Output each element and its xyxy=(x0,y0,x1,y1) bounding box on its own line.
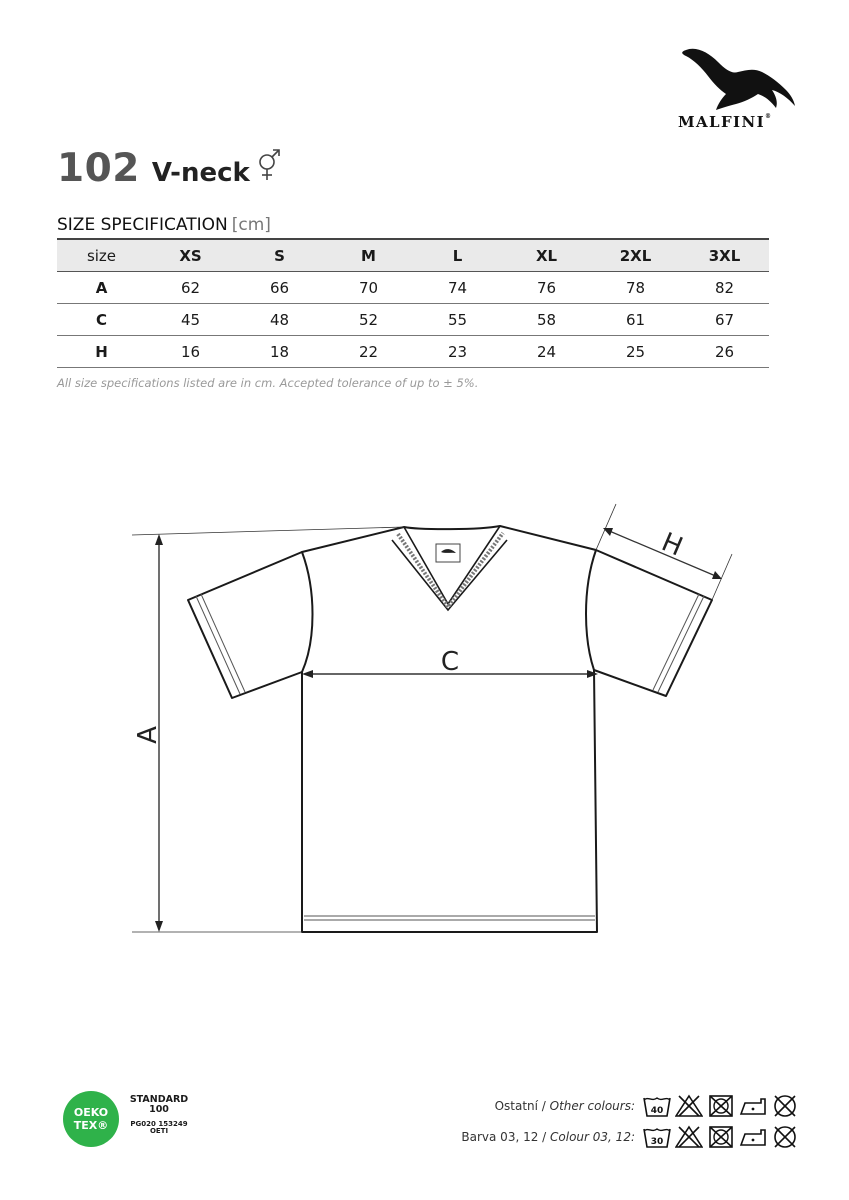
row-label: H xyxy=(57,336,146,368)
unisex-icon xyxy=(256,148,282,182)
table-cell: 62 xyxy=(146,272,235,304)
iron-icon xyxy=(739,1125,767,1149)
table-cell: 23 xyxy=(413,336,502,368)
tshirt-diagram xyxy=(0,480,849,960)
care-icons xyxy=(643,1125,799,1149)
oeko-tex-line1: OEKO xyxy=(73,1106,109,1119)
care-label: Ostatní / Other colours: xyxy=(494,1099,635,1113)
size-table xyxy=(57,238,769,368)
table-row xyxy=(57,304,769,336)
oeko-tex-logo xyxy=(62,1090,120,1148)
product-code: 102 xyxy=(57,146,140,191)
table-row xyxy=(57,336,769,368)
eagle-logo-icon xyxy=(678,40,796,112)
brand-name: MALFINI® xyxy=(678,113,773,131)
table-header-row xyxy=(57,239,769,272)
care-row-other-colours xyxy=(495,1094,799,1118)
page-title xyxy=(57,146,282,191)
oeko-tex-info xyxy=(124,1095,194,1136)
table-header-cell: XL xyxy=(502,239,591,272)
table-header-cell: S xyxy=(235,239,324,272)
certificate-code: PG020 153249 xyxy=(130,1119,188,1128)
table-cell: 58 xyxy=(502,304,591,336)
wash-temp: 30 xyxy=(650,1137,664,1147)
table-cell: 52 xyxy=(324,304,413,336)
table-cell: 70 xyxy=(324,272,413,304)
table-cell: 16 xyxy=(146,336,235,368)
no-tumble-dry-icon xyxy=(707,1125,735,1149)
table-cell: 26 xyxy=(680,336,769,368)
care-icons xyxy=(643,1094,799,1118)
care-label: Barva 03, 12 / Colour 03, 12: xyxy=(461,1130,635,1144)
iron-icon xyxy=(739,1094,767,1118)
tshirt-outline xyxy=(302,526,597,932)
wash-icon xyxy=(643,1094,671,1118)
no-bleach-icon xyxy=(675,1125,703,1149)
table-row xyxy=(57,272,769,304)
no-tumble-dry-icon xyxy=(707,1094,735,1118)
table-cell: 61 xyxy=(591,304,680,336)
table-header-cell: 3XL xyxy=(680,239,769,272)
table-header-cell: 2XL xyxy=(591,239,680,272)
table-cell: 22 xyxy=(324,336,413,368)
table-cell: 55 xyxy=(413,304,502,336)
row-label: C xyxy=(57,304,146,336)
left-sleeve xyxy=(188,552,302,698)
table-cell: 48 xyxy=(235,304,324,336)
dimension-h-label: H xyxy=(657,527,687,563)
certificate-institute: OETI xyxy=(149,1127,169,1136)
table-cell: 45 xyxy=(146,304,235,336)
standard-label: STANDARD xyxy=(129,1094,189,1105)
no-dry-clean-icon xyxy=(771,1125,799,1149)
dimension-a-label: A xyxy=(133,726,163,744)
malfini-logo xyxy=(672,40,802,135)
table-cell: 76 xyxy=(502,272,591,304)
standard-number: 100 xyxy=(149,1103,169,1115)
table-cell: 74 xyxy=(413,272,502,304)
table-header-cell: M xyxy=(324,239,413,272)
row-label: A xyxy=(57,272,146,304)
table-cell: 78 xyxy=(591,272,680,304)
spec-heading: SIZE SPECIFICATION [cm] xyxy=(57,215,271,235)
table-cell: 66 xyxy=(235,272,324,304)
table-header-cell: size xyxy=(57,239,146,272)
neck-label-icon xyxy=(436,544,460,562)
table-cell: 67 xyxy=(680,304,769,336)
table-cell: 25 xyxy=(591,336,680,368)
no-dry-clean-icon xyxy=(771,1094,799,1118)
product-name: V-neck xyxy=(151,158,250,188)
table-header-cell: XS xyxy=(146,239,235,272)
table-cell: 18 xyxy=(235,336,324,368)
no-bleach-icon xyxy=(675,1094,703,1118)
oeko-tex-line2: TEX® xyxy=(73,1119,109,1132)
care-row-colour-03-12 xyxy=(461,1125,799,1149)
dimension-c-label: C xyxy=(440,647,460,677)
wash-temp: 40 xyxy=(650,1106,664,1116)
table-header-cell: L xyxy=(413,239,502,272)
wash-icon xyxy=(643,1125,671,1149)
table-cell: 24 xyxy=(502,336,591,368)
right-sleeve xyxy=(594,550,712,696)
table-cell: 82 xyxy=(680,272,769,304)
tolerance-note: All size specifications listed are in cm. Accepted tolerance of up to ± 5%. xyxy=(57,376,479,390)
